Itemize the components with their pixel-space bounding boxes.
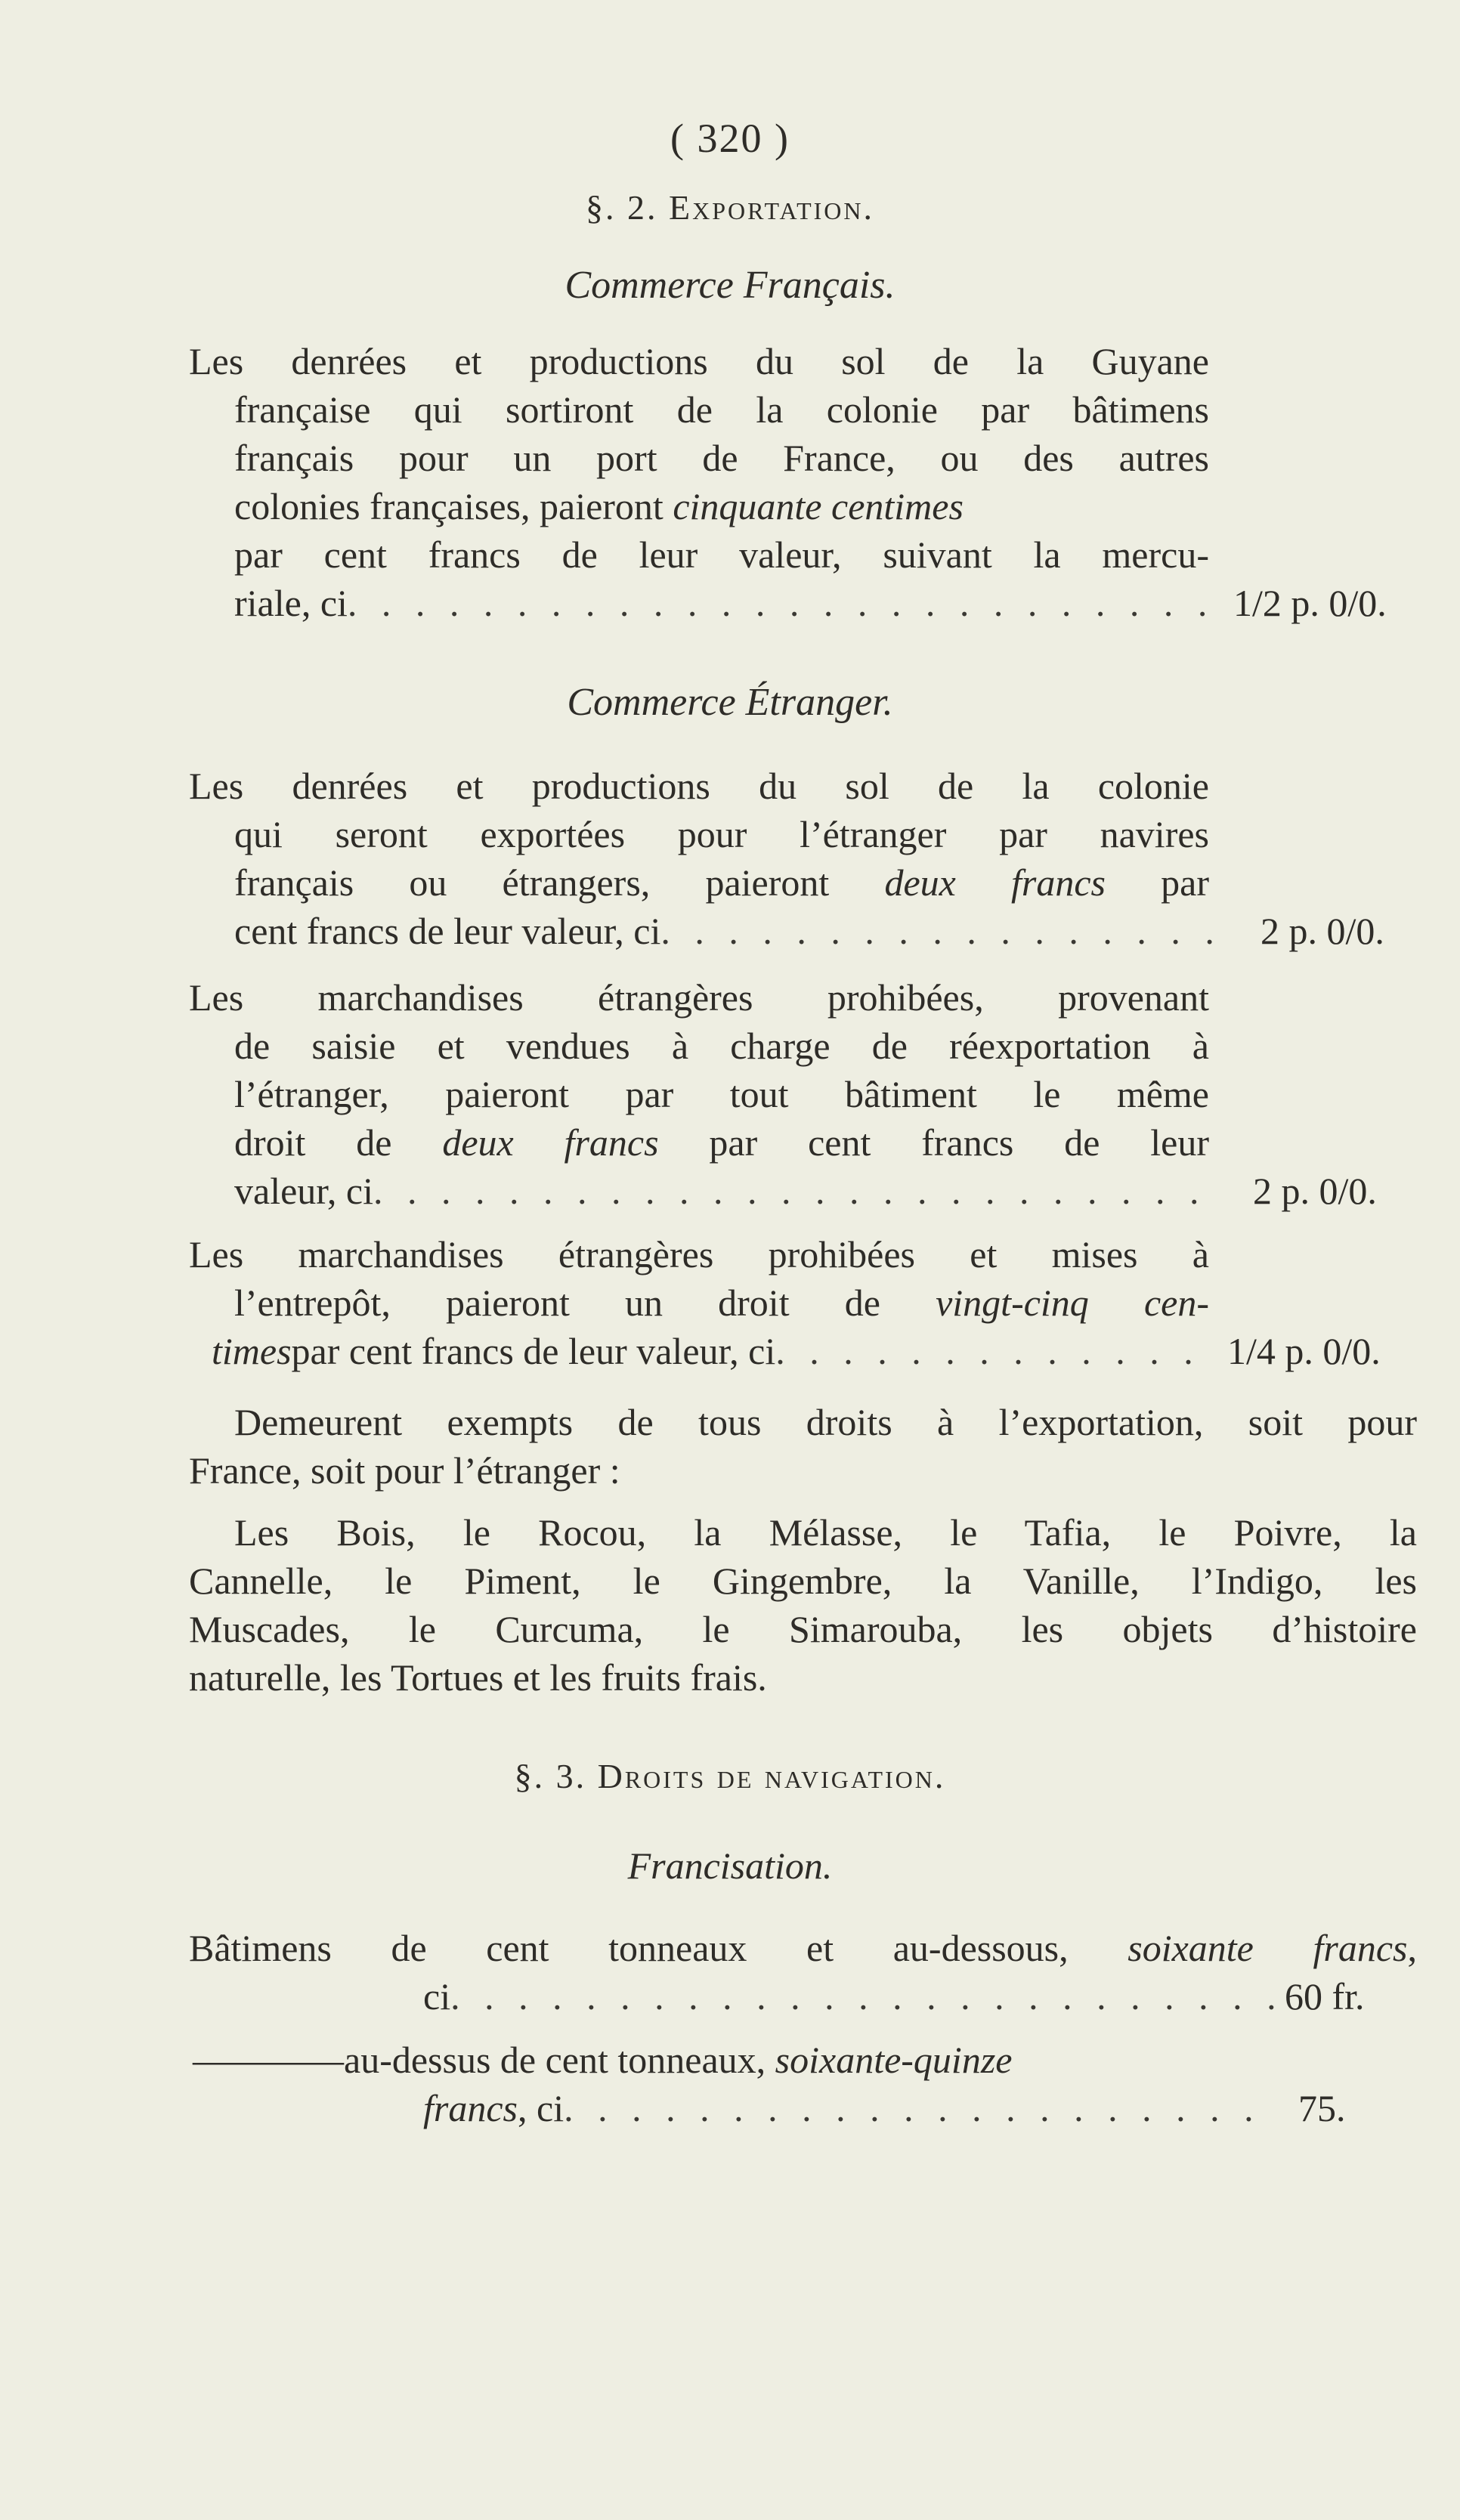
leader-line: francs , ci . . .: [423, 2086, 1277, 2131]
text-line: Les denrées et productions du sol de la Guyane: [189, 340, 1209, 382]
leader-line: riale, ci . . .: [234, 580, 1217, 626]
ditto-dash: ————: [193, 2039, 344, 2081]
text-line: droit de deux francs par cent francs de leur: [234, 1121, 1209, 1164]
text-line: Les marchandises étrangères prohibées, provenant: [189, 976, 1209, 1019]
subtitle-francisation: Francisation.: [627, 1844, 833, 1887]
text-line: de saisie et vendues à charge de réexportation à: [234, 1025, 1209, 1067]
text-line: Muscades, le Curcuma, le Simarouba, les objets d’histoire: [189, 1608, 1417, 1650]
rate-amount: 1/2 p. 0/0.: [1233, 582, 1387, 624]
text-line: naturelle, les Tortues et les fruits frais.: [189, 1656, 767, 1699]
text-line: l’étranger, paieront par tout bâtiment le même: [234, 1073, 1209, 1115]
leader-line: valeur, ci . . .: [234, 1168, 1217, 1214]
text-line: français ou étrangers, paieront deux francs par: [234, 861, 1210, 904]
rate-amount: 2 p. 0/0.: [1260, 910, 1384, 952]
text-line: Les Bois, le Rocou, la Mélasse, le Tafia, le Poivre, la: [234, 1511, 1417, 1554]
text-line: française qui sortiront de la colonie par bâtimens: [234, 388, 1209, 431]
text-line: français pour un port de France, ou des autres: [234, 437, 1209, 479]
subtitle-commerce-francais: Commerce Français.: [565, 264, 895, 307]
text-line: Cannelle, le Piment, le Gingembre, la Vanille, l’Indigo, les: [189, 1560, 1417, 1602]
text-line: France, soit pour l’étranger :: [189, 1449, 620, 1492]
section-3-title: §. 3. Droits de navigation.: [514, 1757, 946, 1795]
text-line: ————au-dessus de cent tonneaux, soixante-quinze: [193, 2039, 1013, 2081]
text-line: Bâtimens de cent tonneaux et au-dessous, soixante francs,: [189, 1927, 1417, 1969]
text-line: Les denrées et productions du sol de la colonie: [189, 765, 1209, 807]
text-line: colonies françaises, paieront cinquante centimes: [234, 485, 964, 527]
leader-line: ci . . .: [423, 1974, 1277, 2019]
leader-line: cent francs de leur valeur, ci . . .: [234, 908, 1217, 954]
text-line: l’entrepôt, paieront un droit de vingt-cinq cen-: [234, 1282, 1209, 1324]
fee-amount: 75.: [1298, 2087, 1346, 2129]
text-line: qui seront exportées pour l’étranger par navires: [234, 813, 1209, 855]
subtitle-commerce-etranger: Commerce Étranger.: [567, 681, 893, 724]
text-line: Demeurent exempts de tous droits à l’exportation, soit pour: [234, 1401, 1417, 1443]
rate-amount: 2 p. 0/0.: [1253, 1170, 1377, 1212]
fee-amount: 60 fr.: [1285, 1975, 1365, 2018]
text-line: par cent francs de leur valeur, suivant la mercu-: [234, 533, 1209, 576]
leader-line: times par cent francs de leur valeur, ci . . .: [212, 1328, 1217, 1374]
rate-amount: 1/4 p. 0/0.: [1227, 1330, 1381, 1372]
section-2-title: §. 2. Exportation.: [585, 188, 874, 227]
text-line: Les marchandises étrangères prohibées et mises à: [189, 1233, 1209, 1275]
page-number: ( 320 ): [670, 116, 790, 161]
